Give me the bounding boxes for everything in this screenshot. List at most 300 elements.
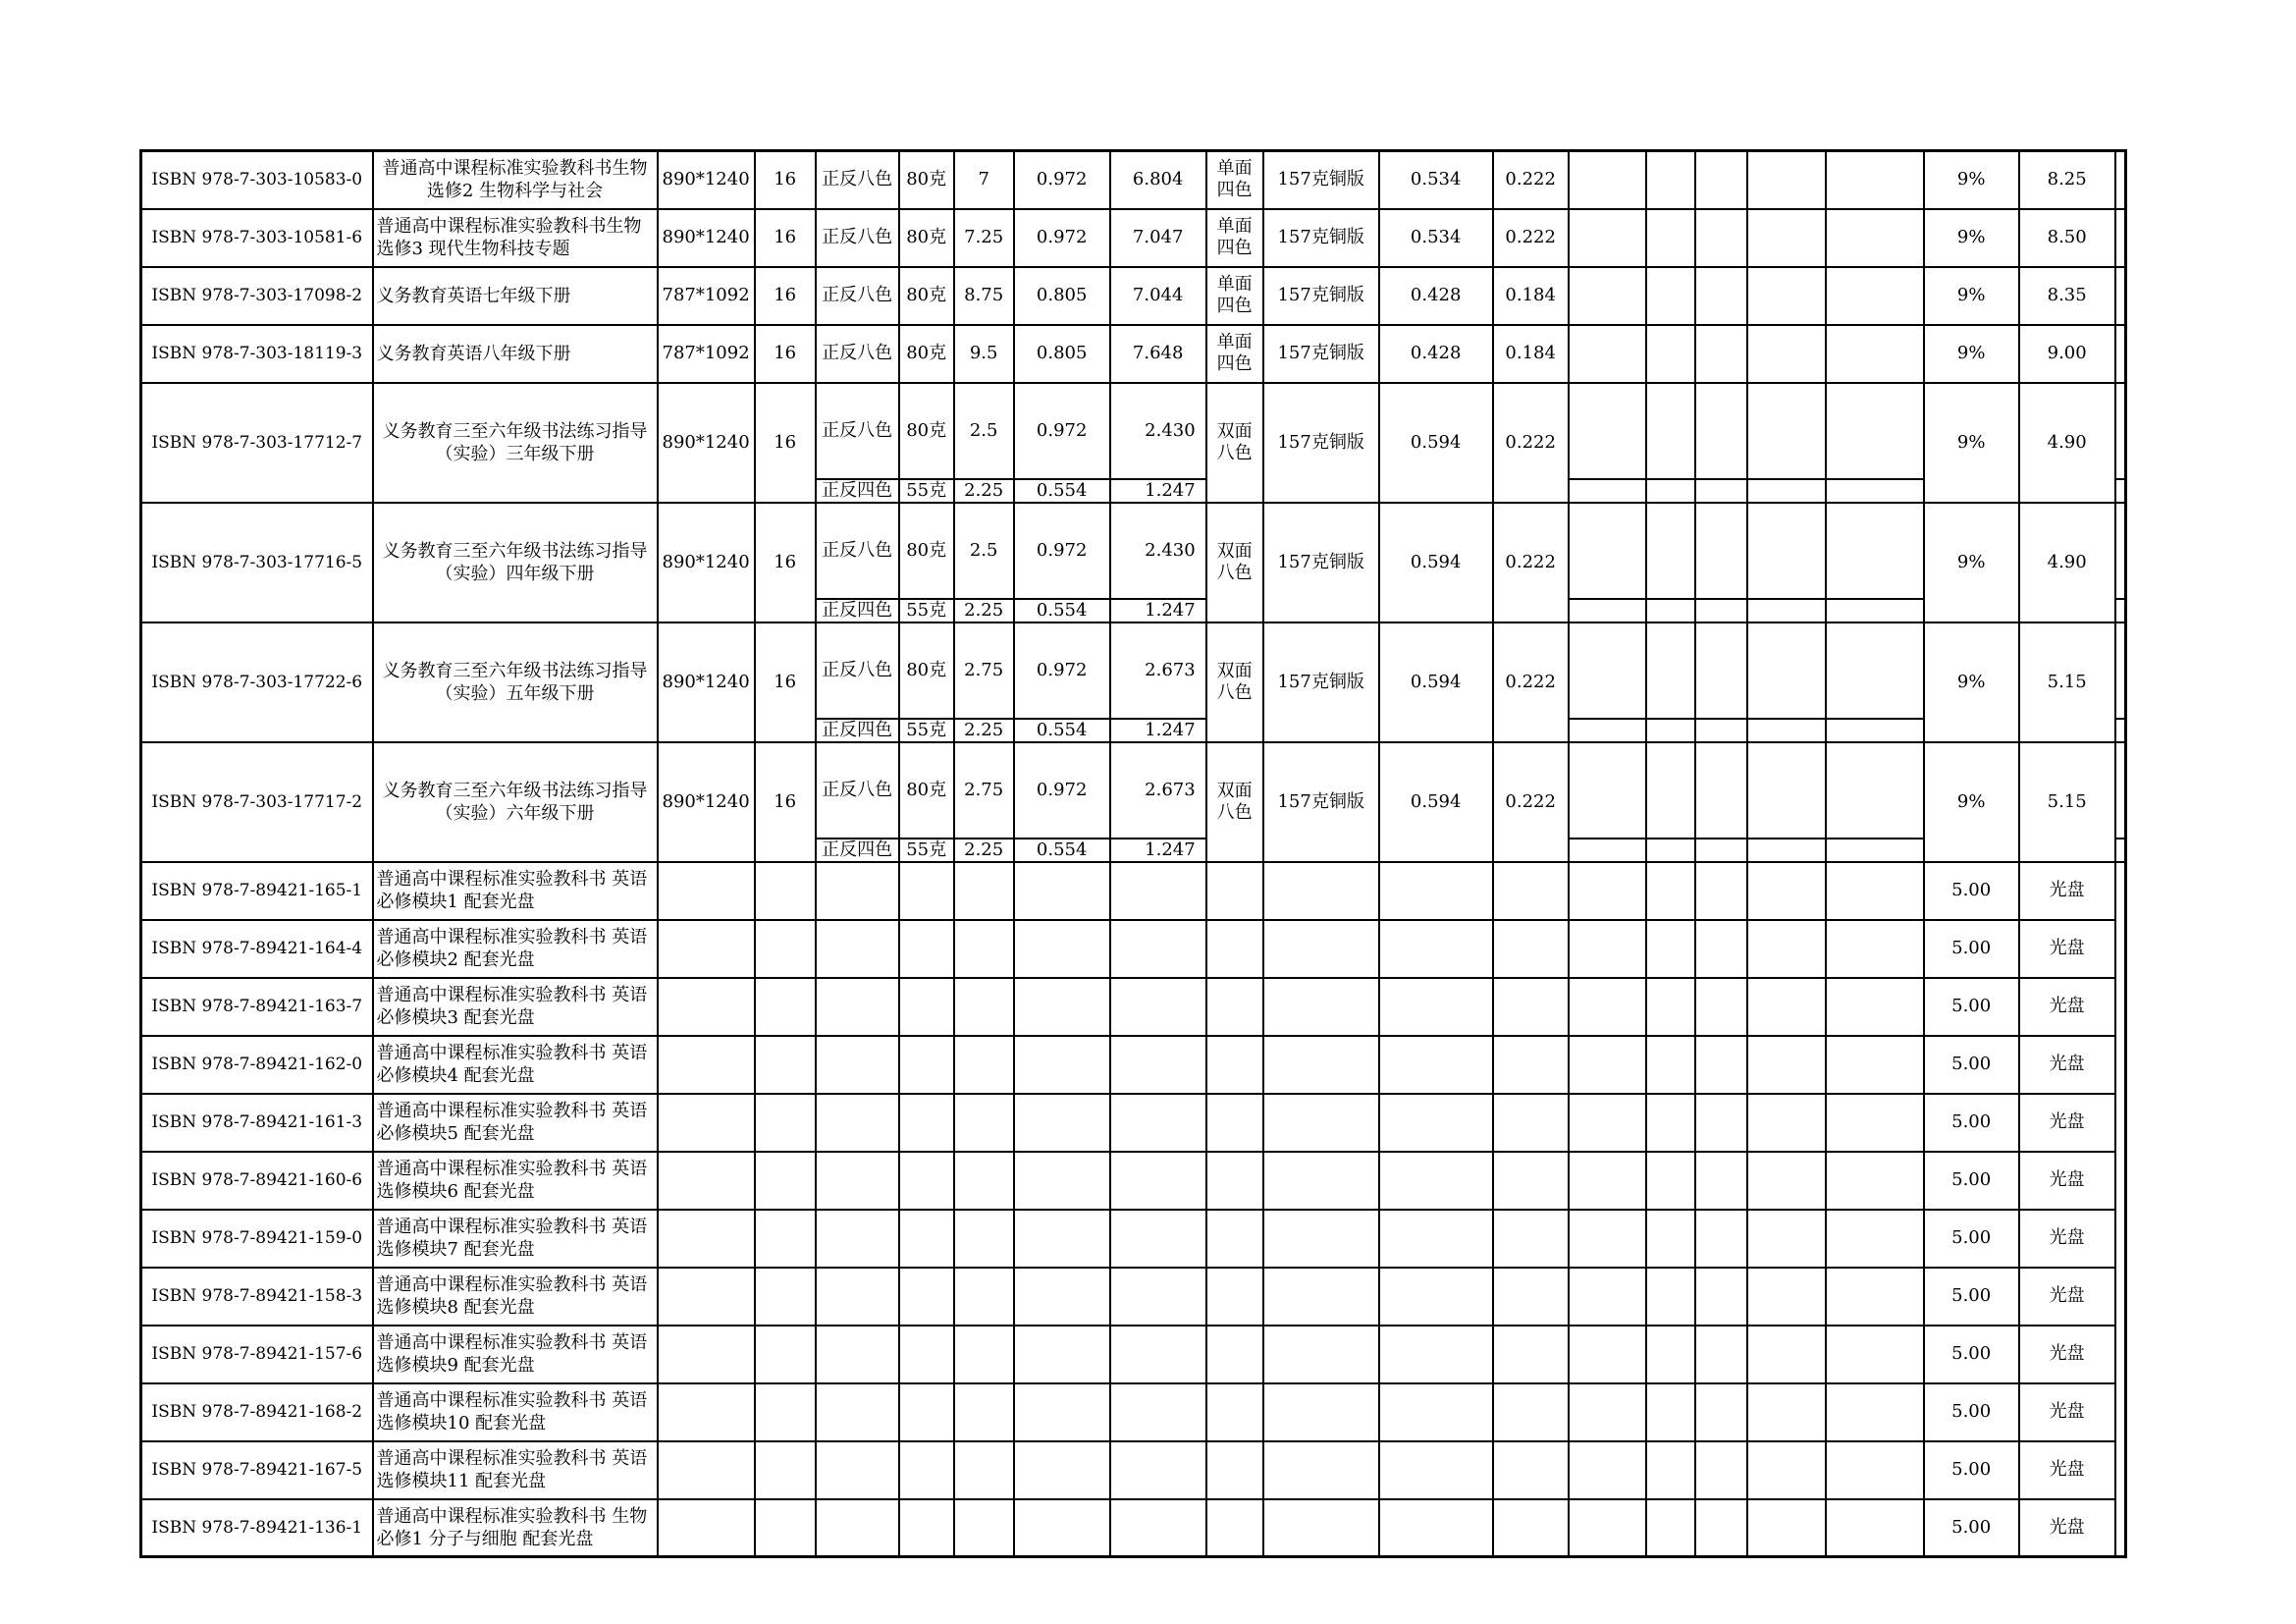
text-print-cell: 正反八色 — [816, 383, 899, 479]
text-value-cell: 7.044 — [1110, 267, 1206, 325]
blank-cell — [1569, 1383, 1646, 1441]
blank-cell — [658, 862, 755, 920]
blank-cell — [1695, 1268, 1747, 1326]
isbn-cell: ISBN 978-7-303-17712-7 — [141, 383, 373, 503]
price-cell: 4.90 — [2019, 383, 2115, 503]
blank-cell — [1379, 1036, 1493, 1094]
isbn-cell: ISBN 978-7-303-18119-3 — [141, 325, 373, 383]
blank-cell — [954, 862, 1014, 920]
blank-cell — [1379, 1094, 1493, 1152]
blank-cell — [1747, 742, 1826, 839]
cover-paper-cell: 157克铜版 — [1263, 383, 1379, 503]
blank-cell — [1646, 1441, 1695, 1499]
blank-cell — [1646, 839, 1695, 862]
blank-cell — [1493, 1441, 1569, 1499]
price-cell: 5.00 — [1924, 1441, 2019, 1499]
coefficient-cell: 0.554 — [1014, 719, 1110, 742]
isbn-cell: ISBN 978-7-303-17716-5 — [141, 503, 373, 623]
blank-cell — [1263, 978, 1379, 1036]
title-cell: 义务教育英语七年级下册 — [373, 267, 658, 325]
blank-cell — [1747, 839, 1826, 862]
sheets-cell: 2.5 — [954, 503, 1014, 599]
note-cell: 光盘 — [2019, 1036, 2115, 1094]
blank-cell — [1747, 267, 1826, 325]
blank-cell — [816, 920, 899, 978]
sheets-cell: 2.25 — [954, 479, 1014, 503]
table-row — [141, 383, 2126, 479]
price-cell: 5.00 — [1924, 1383, 2019, 1441]
blank-cell — [1263, 1326, 1379, 1383]
coefficient-cell: 0.972 — [1014, 503, 1110, 599]
blank-cell — [1826, 1152, 1924, 1210]
format-cell: 890*1240 — [658, 742, 755, 862]
blank-cell — [1747, 719, 1826, 742]
blank-cell — [755, 1152, 816, 1210]
sheets-cell: 2.5 — [954, 383, 1014, 479]
blank-cell — [1646, 1152, 1695, 1210]
text-value-cell: 2.673 — [1110, 742, 1206, 839]
note-cell — [2115, 719, 2126, 742]
blank-cell — [1826, 599, 1924, 623]
blank-cell — [1695, 862, 1747, 920]
isbn-cell: ISBN 978-7-89421-160-6 — [141, 1152, 373, 1210]
paper-weight-cell: 55克 — [899, 839, 954, 862]
text-value-cell: 7.047 — [1110, 209, 1206, 267]
text-print-cell: 正反四色 — [816, 479, 899, 503]
blank-cell — [1206, 1268, 1263, 1326]
blank-cell — [1695, 623, 1747, 719]
sheets-cell: 2.75 — [954, 742, 1014, 839]
text-value-cell: 1.247 — [1110, 839, 1206, 862]
blank-cell — [816, 1268, 899, 1326]
blank-cell — [1826, 267, 1924, 325]
cover-print-cell: 双面八色 — [1206, 742, 1263, 862]
table-row — [141, 623, 2126, 719]
blank-cell — [755, 1326, 816, 1383]
blank-cell — [1206, 1210, 1263, 1268]
blank-cell — [755, 1210, 816, 1268]
blank-cell — [1646, 503, 1695, 599]
blank-cell — [1569, 839, 1646, 862]
cover-coefficient-cell: 0.222 — [1493, 151, 1569, 209]
blank-cell — [1206, 1326, 1263, 1383]
blank-cell — [1826, 1268, 1924, 1326]
coefficient-cell: 0.972 — [1014, 383, 1110, 479]
cover-coefficient-cell: 0.222 — [1493, 742, 1569, 862]
tax-cell: 9% — [1924, 742, 2019, 862]
blank-cell — [1569, 623, 1646, 719]
blank-cell — [1646, 325, 1695, 383]
blank-cell — [1747, 1499, 1826, 1557]
format-cell: 890*1240 — [658, 503, 755, 623]
blank-cell — [1646, 978, 1695, 1036]
cover-paper-cell: 157克铜版 — [1263, 209, 1379, 267]
blank-cell — [816, 1036, 899, 1094]
isbn-cell: ISBN 978-7-303-10583-0 — [141, 151, 373, 209]
table-row — [141, 151, 2126, 209]
blank-cell — [1110, 1094, 1206, 1152]
table-row — [141, 1268, 2126, 1326]
isbn-cell: ISBN 978-7-303-17722-6 — [141, 623, 373, 742]
blank-cell — [1263, 1499, 1379, 1557]
text-value-cell: 2.673 — [1110, 623, 1206, 719]
blank-cell — [899, 920, 954, 978]
blank-cell — [899, 1036, 954, 1094]
blank-cell — [658, 1094, 755, 1152]
blank-cell — [954, 1036, 1014, 1094]
blank-cell — [1569, 209, 1646, 267]
price-cell: 5.00 — [1924, 1152, 2019, 1210]
blank-cell — [658, 1326, 755, 1383]
blank-cell — [954, 1441, 1014, 1499]
blank-cell — [816, 1441, 899, 1499]
blank-cell — [1747, 1036, 1826, 1094]
blank-cell — [1646, 719, 1695, 742]
title-cell: 普通高中课程标准实验教科书 英语必修模块2 配套光盘 — [373, 920, 658, 978]
sheets-cell: 2.25 — [954, 839, 1014, 862]
paper-weight-cell: 80克 — [899, 325, 954, 383]
note-cell: 光盘 — [2019, 1441, 2115, 1499]
table-row — [141, 920, 2126, 978]
cover-paper-cell: 157克铜版 — [1263, 503, 1379, 623]
blank-cell — [1695, 267, 1747, 325]
blank-cell — [1695, 325, 1747, 383]
text-print-cell: 正反四色 — [816, 839, 899, 862]
title-cell: 普通高中课程标准实验教科书 英语选修模块6 配套光盘 — [373, 1152, 658, 1210]
price-cell: 8.50 — [2019, 209, 2115, 267]
blank-cell — [658, 1210, 755, 1268]
isbn-cell: ISBN 978-7-303-17098-2 — [141, 267, 373, 325]
tax-cell: 9% — [1924, 209, 2019, 267]
blank-cell — [1379, 1326, 1493, 1383]
table-row — [141, 862, 2126, 920]
note-cell — [2115, 209, 2126, 267]
blank-cell — [1569, 1094, 1646, 1152]
price-cell: 5.00 — [1924, 1210, 2019, 1268]
blank-cell — [1569, 1152, 1646, 1210]
table-row — [141, 209, 2126, 267]
blank-cell — [755, 1441, 816, 1499]
coefficient-cell: 0.805 — [1014, 267, 1110, 325]
blank-cell — [1695, 383, 1747, 479]
cover-coefficient-cell: 0.428 — [1379, 325, 1493, 383]
blank-cell — [1695, 719, 1747, 742]
blank-cell — [1695, 978, 1747, 1036]
blank-cell — [1826, 1094, 1924, 1152]
title-cell: 普通高中课程标准实验教科书 英语必修模块5 配套光盘 — [373, 1094, 658, 1152]
blank-cell — [1206, 1441, 1263, 1499]
paper-weight-cell: 55克 — [899, 719, 954, 742]
blank-cell — [899, 1210, 954, 1268]
sheets-cell: 8.75 — [954, 267, 1014, 325]
kai-cell: 16 — [755, 383, 816, 503]
blank-cell — [1646, 599, 1695, 623]
note-cell — [2115, 599, 2126, 623]
blank-cell — [1826, 1210, 1924, 1268]
blank-cell — [1747, 383, 1826, 479]
blank-cell — [1569, 742, 1646, 839]
cover-coefficient-cell: 0.594 — [1379, 383, 1493, 503]
note-cell — [2115, 742, 2126, 839]
blank-cell — [1569, 151, 1646, 209]
title-cell: 义务教育三至六年级书法练习指导（实验）四年级下册 — [373, 503, 658, 623]
sheets-cell: 2.75 — [954, 623, 1014, 719]
blank-cell — [658, 1441, 755, 1499]
blank-cell — [1747, 1326, 1826, 1383]
blank-cell — [1206, 1152, 1263, 1210]
blank-cell — [1110, 1152, 1206, 1210]
note-cell: 光盘 — [2019, 1210, 2115, 1268]
blank-cell — [1110, 1441, 1206, 1499]
blank-cell — [755, 920, 816, 978]
blank-cell — [1379, 1210, 1493, 1268]
blank-cell — [1747, 978, 1826, 1036]
blank-cell — [1014, 1152, 1110, 1210]
blank-cell — [1569, 267, 1646, 325]
blank-cell — [1747, 862, 1826, 920]
kai-cell: 16 — [755, 742, 816, 862]
cover-coefficient-cell: 0.184 — [1493, 325, 1569, 383]
blank-cell — [1569, 1441, 1646, 1499]
cover-print-cell: 单面四色 — [1206, 151, 1263, 209]
blank-cell — [658, 1036, 755, 1094]
blank-cell — [1569, 383, 1646, 479]
cover-coefficient-cell: 0.534 — [1379, 209, 1493, 267]
blank-cell — [1493, 1152, 1569, 1210]
text-print-cell: 正反八色 — [816, 209, 899, 267]
blank-cell — [1695, 209, 1747, 267]
blank-cell — [1695, 1499, 1747, 1557]
blank-cell — [1569, 1268, 1646, 1326]
blank-cell — [1014, 1036, 1110, 1094]
cover-coefficient-cell: 0.222 — [1493, 623, 1569, 742]
blank-cell — [899, 1441, 954, 1499]
table-row — [141, 742, 2126, 839]
blank-cell — [899, 1094, 954, 1152]
paper-weight-cell: 80克 — [899, 209, 954, 267]
blank-cell — [1747, 1152, 1826, 1210]
blank-cell — [1569, 503, 1646, 599]
blank-cell — [1747, 920, 1826, 978]
blank-cell — [899, 1499, 954, 1557]
text-print-cell: 正反八色 — [816, 267, 899, 325]
blank-cell — [1747, 1441, 1826, 1499]
blank-cell — [1695, 1152, 1747, 1210]
blank-cell — [1826, 479, 1924, 503]
blank-cell — [1379, 862, 1493, 920]
blank-cell — [1569, 719, 1646, 742]
blank-cell — [1747, 1268, 1826, 1326]
blank-cell — [755, 1094, 816, 1152]
blank-cell — [1493, 920, 1569, 978]
blank-cell — [1826, 1441, 1924, 1499]
blank-cell — [1695, 1036, 1747, 1094]
blank-cell — [1263, 1210, 1379, 1268]
coefficient-cell: 0.554 — [1014, 599, 1110, 623]
text-value-cell: 1.247 — [1110, 479, 1206, 503]
blank-cell — [1206, 1499, 1263, 1557]
blank-cell — [1263, 862, 1379, 920]
title-cell: 普通高中课程标准实验教科书 英语必修模块1 配套光盘 — [373, 862, 658, 920]
paper-weight-cell: 55克 — [899, 479, 954, 503]
cover-paper-cell: 157克铜版 — [1263, 267, 1379, 325]
blank-cell — [1206, 1094, 1263, 1152]
blank-cell — [1379, 978, 1493, 1036]
note-cell — [2115, 325, 2126, 383]
blank-cell — [816, 1094, 899, 1152]
text-value-cell: 7.648 — [1110, 325, 1206, 383]
blank-cell — [658, 1152, 755, 1210]
paper-weight-cell: 80克 — [899, 383, 954, 479]
blank-cell — [1646, 479, 1695, 503]
blank-cell — [755, 862, 816, 920]
blank-cell — [1014, 1441, 1110, 1499]
isbn-cell: ISBN 978-7-89421-163-7 — [141, 978, 373, 1036]
kai-cell: 16 — [755, 325, 816, 383]
sheets-cell: 7 — [954, 151, 1014, 209]
paper-weight-cell: 80克 — [899, 267, 954, 325]
blank-cell — [1493, 1210, 1569, 1268]
title-cell: 普通高中课程标准实验教科书 英语选修模块11 配套光盘 — [373, 1441, 658, 1499]
price-cell: 5.00 — [1924, 920, 2019, 978]
cover-paper-cell: 157克铜版 — [1263, 325, 1379, 383]
title-cell: 普通高中课程标准实验教科书生物选修2 生物科学与社会 — [373, 151, 658, 209]
format-cell: 890*1240 — [658, 151, 755, 209]
blank-cell — [1695, 1094, 1747, 1152]
note-cell — [2115, 479, 2126, 503]
blank-cell — [1110, 920, 1206, 978]
price-cell: 5.00 — [1924, 1326, 2019, 1383]
table-row — [141, 978, 2126, 1036]
isbn-cell: ISBN 978-7-303-17717-2 — [141, 742, 373, 862]
paper-weight-cell: 80克 — [899, 151, 954, 209]
blank-cell — [1014, 1326, 1110, 1383]
format-cell: 787*1092 — [658, 267, 755, 325]
blank-cell — [954, 1210, 1014, 1268]
note-cell: 光盘 — [2019, 1326, 2115, 1383]
cover-print-cell: 双面八色 — [1206, 503, 1263, 623]
blank-cell — [1747, 151, 1826, 209]
blank-cell — [1014, 1383, 1110, 1441]
paper-weight-cell: 80克 — [899, 623, 954, 719]
blank-cell — [1646, 920, 1695, 978]
blank-cell — [1646, 383, 1695, 479]
kai-cell: 16 — [755, 151, 816, 209]
title-cell: 普通高中课程标准实验教科书 英语选修模块10 配套光盘 — [373, 1383, 658, 1441]
blank-cell — [1826, 1383, 1924, 1441]
blank-cell — [1695, 839, 1747, 862]
cover-paper-cell: 157克铜版 — [1263, 742, 1379, 862]
price-cell: 8.35 — [2019, 267, 2115, 325]
blank-cell — [1646, 1383, 1695, 1441]
text-value-cell: 6.804 — [1110, 151, 1206, 209]
blank-cell — [1826, 839, 1924, 862]
coefficient-cell: 0.554 — [1014, 479, 1110, 503]
sheets-cell: 9.5 — [954, 325, 1014, 383]
cover-coefficient-cell: 0.594 — [1379, 742, 1493, 862]
blank-cell — [1747, 209, 1826, 267]
blank-cell — [1695, 1383, 1747, 1441]
blank-cell — [1263, 1383, 1379, 1441]
blank-cell — [1263, 920, 1379, 978]
blank-cell — [1379, 1383, 1493, 1441]
isbn-cell: ISBN 978-7-89421-159-0 — [141, 1210, 373, 1268]
blank-cell — [1263, 1036, 1379, 1094]
blank-cell — [1110, 1036, 1206, 1094]
table-row — [141, 325, 2126, 383]
blank-cell — [1263, 1268, 1379, 1326]
isbn-cell: ISBN 978-7-89421-164-4 — [141, 920, 373, 978]
cover-coefficient-cell: 0.594 — [1379, 623, 1493, 742]
blank-cell — [1014, 1499, 1110, 1557]
format-cell: 787*1092 — [658, 325, 755, 383]
coefficient-cell: 0.554 — [1014, 839, 1110, 862]
format-cell: 890*1240 — [658, 383, 755, 503]
cover-coefficient-cell: 0.428 — [1379, 267, 1493, 325]
blank-cell — [1695, 479, 1747, 503]
text-value-cell: 2.430 — [1110, 383, 1206, 479]
title-cell: 普通高中课程标准实验教科书 英语必修模块3 配套光盘 — [373, 978, 658, 1036]
blank-cell — [1569, 1036, 1646, 1094]
title-cell: 普通高中课程标准实验教科书 英语必修模块4 配套光盘 — [373, 1036, 658, 1094]
blank-cell — [1569, 1326, 1646, 1383]
blank-cell — [1695, 599, 1747, 623]
blank-cell — [816, 1210, 899, 1268]
blank-cell — [1646, 1268, 1695, 1326]
blank-cell — [1206, 1036, 1263, 1094]
blank-cell — [658, 978, 755, 1036]
blank-cell — [1110, 1210, 1206, 1268]
price-cell: 5.00 — [1924, 1094, 2019, 1152]
blank-cell — [1646, 1094, 1695, 1152]
table-row — [141, 1036, 2126, 1094]
tax-cell: 9% — [1924, 151, 2019, 209]
blank-cell — [1646, 1036, 1695, 1094]
note-cell: 光盘 — [2019, 1152, 2115, 1210]
blank-cell — [1646, 623, 1695, 719]
blank-cell — [1110, 978, 1206, 1036]
table-row — [141, 1326, 2126, 1383]
blank-cell — [816, 1152, 899, 1210]
blank-cell — [954, 1152, 1014, 1210]
blank-cell — [1569, 1210, 1646, 1268]
blank-cell — [1747, 623, 1826, 719]
blank-cell — [658, 1383, 755, 1441]
blank-cell — [1379, 920, 1493, 978]
blank-cell — [1646, 1499, 1695, 1557]
table-row — [141, 1152, 2126, 1210]
blank-cell — [1014, 1268, 1110, 1326]
note-cell — [2115, 383, 2126, 479]
text-print-cell: 正反四色 — [816, 599, 899, 623]
blank-cell — [1014, 978, 1110, 1036]
blank-cell — [1747, 1383, 1826, 1441]
blank-cell — [1826, 920, 1924, 978]
cover-print-cell: 双面八色 — [1206, 383, 1263, 503]
blank-cell — [1646, 267, 1695, 325]
blank-cell — [1263, 1094, 1379, 1152]
title-cell: 普通高中课程标准实验教科书 英语选修模块7 配套光盘 — [373, 1210, 658, 1268]
title-cell: 义务教育三至六年级书法练习指导（实验）五年级下册 — [373, 623, 658, 742]
blank-cell — [1206, 862, 1263, 920]
format-cell: 890*1240 — [658, 623, 755, 742]
price-cell: 5.15 — [2019, 742, 2115, 862]
blank-cell — [1747, 325, 1826, 383]
blank-cell — [1826, 1499, 1924, 1557]
title-cell: 义务教育三至六年级书法练习指导（实验）三年级下册 — [373, 383, 658, 503]
isbn-cell: ISBN 978-7-89421-136-1 — [141, 1499, 373, 1557]
blank-cell — [1014, 1094, 1110, 1152]
